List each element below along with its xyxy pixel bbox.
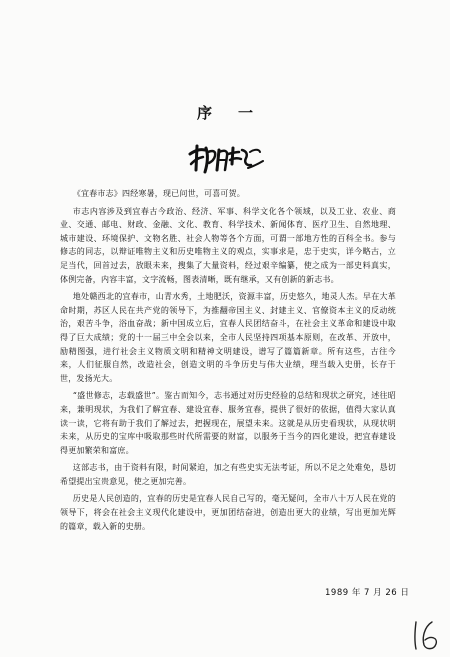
handwritten-signature (186, 140, 266, 180)
preface-body (60, 187, 396, 537)
page-title: 序一 (196, 104, 279, 122)
paragraph-3: 地处赣西北的宜春市，山青水秀，土地肥沃，资源丰富，历史悠久，地灵人杰。早在大革命时期，苏区人民在共产党的领导下，为推翻帝国主义、封建主义、官僚资本主义的反动统治，艰苦斗争，浴血奋战；新中国成立后，宜春人民团结奋斗，在社会主义革命和建设中取得了巨大成绩；党的十一届三中全会以来，全市人民坚持四项基本原则，在改革、开放中，励精图强，进行社会主义物质文明和精神文明建设，谱写了篇篇新章。所有这些，古往今来，人们征服自然，改造社会，创造文明的斗争历史与伟大业绩，理当载入史册，长存于世，发扬光大。 (60, 292, 396, 383)
paragraph-2: 市志内容涉及到宜春古今政治、经济、军事、科学文化各个领域，以及工业、农业、商业、交通、邮电、财政、金融、文化、教育、科学技术、新闻体育、医疗卫生、自然地理、城市建设、环境保护、文物名胜、社会人物等各个方面，可谓一部地方性的百科全书。参与修志的同志，以辩证唯物主义和历史唯物主义的观点，实事求是，忠于史实，详今略古，立足当代，回首过去，放眼未来，搜集了大量资料，经过艰辛编纂，使之成为一部史料真实，体例完备，内容丰富，文字流畅，图表清晰，既有继承，又有创新的新志书。 (60, 206, 396, 284)
paragraph-1: 《宜春市志》四经寒暑，现已问世，可喜可贺。 (72, 189, 245, 198)
paragraph-6: 历史是人民创造的，宜春的历史是宜春人民自己写的，毫无疑问，全市八十万人民在党的领导下，将会在社会主义现代化建设中，更加团结奋进，创造出更大的业绩，写出更加光辉的篇章，载入新的史册。 (60, 494, 396, 531)
paragraph-5: 这部志书，由于资料有限，时间紧迫，加之有些史实无法考证，所以不足之处难免，恳切希望提出宝贵意见，使之更加完善。 (60, 463, 396, 486)
handwritten-page-number (410, 618, 444, 652)
paragraph-4: “盛世修志，志载盛世”。鉴古而知今，志书通过对历史经验的总结和现状之研究，述往昭来，兼明现状，为我们了解宜春、建设宜春、服务宜春，提供了很好的依据，值得大家认真读一读，它将有助于我们了解过去，把握现在，展望未来。这就是从历史看现状，从现状明未来，从历史的宝库中吸取那些时代所需要的财富，以服务于当今的四化建设，把宜春建设得更加繁荣和富庶。 (60, 391, 396, 455)
signature-date: 1989 年 7 月 26 日 (325, 588, 410, 598)
